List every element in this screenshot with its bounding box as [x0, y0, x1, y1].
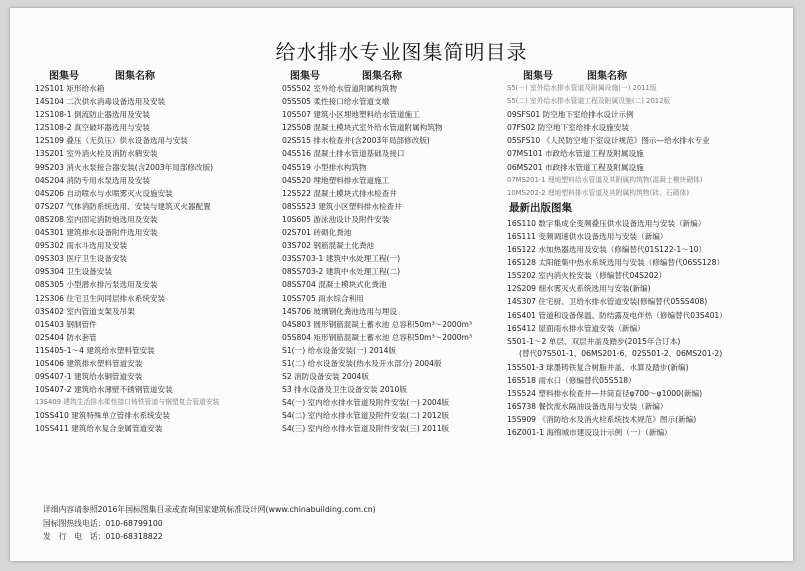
list-item: 04S520 埋地塑料排水管道施工: [282, 175, 390, 185]
list-item: 06MS201 市政排水管道工程及附属设施: [507, 162, 644, 172]
footer-hotline: 国标图热线电话：010-68799100: [43, 518, 163, 528]
list-item: 07FS02 防空地下室给排水设施安装: [507, 123, 629, 133]
list-item: 04S519 小型排水构筑物: [282, 162, 367, 172]
list-item: 10S406 建筑排水塑料管道安装: [35, 358, 143, 368]
list-item: 09S304 卫生设备安装: [35, 267, 112, 277]
list-item: S5(二) 室外给水排水管道工程及附属设施(二) 2012版: [507, 97, 671, 106]
list-item: 02S404 防水套管: [35, 332, 97, 342]
list-item: S4(一) 室内给水排水管道及附件安装(一) 2004版: [282, 398, 450, 408]
list-item: 12S508 混凝土模块式室外给水管道附属构筑物: [282, 123, 443, 133]
page-title: 给水排水专业图集简明目录: [275, 40, 528, 64]
list-item: 10S407-2 建筑给水薄壁不锈钢管道安装: [35, 385, 173, 395]
list-item: 05S505 柔性接口给水管道支墩: [282, 97, 390, 107]
list-item: 04S301 建筑排水设备附件选用安装: [35, 228, 158, 238]
list-item: S4(二) 室内给水排水管道及附件安装(二) 2012版: [282, 411, 450, 421]
list-item: 15S909 《消防给水及消火栓系统技术规范》图示(新编): [507, 415, 697, 425]
list-item: 10SS411 建筑给水复合金属管道安装: [35, 424, 163, 434]
list-item: 12S109 叠压（无负压）供水设备选用与安装: [35, 136, 188, 146]
list-item: 16S518 雨水口（修编替代05S518）: [507, 375, 636, 385]
list-item: 16S412 屋面雨水排水管道安装（新编）: [507, 323, 645, 333]
list-item: 08SS703-2 建筑中水处理工程(二): [282, 267, 401, 277]
header-atlas-name: 图集名称: [115, 71, 155, 82]
list-item: 04S206 自动喷水与水喷雾灭火设施安装: [35, 188, 173, 198]
list-item: 12S101 矩形给水箱: [35, 84, 105, 93]
atlas-list: [35, 82, 275, 436]
list-item: 04S803 圆形钢筋混凝土蓄水池 总容积50m³～2000m³: [282, 319, 472, 329]
list-item: 12S108-2 真空破坏器选用与安装: [35, 123, 150, 133]
list-item: 14S104 二次供水消毒设备选用及安装: [35, 97, 166, 107]
list-item: 10S507 建筑小区埋地塑料给水管道施工: [282, 110, 420, 120]
header-atlas-name: 图集名称: [587, 71, 627, 82]
column-1: [35, 67, 275, 436]
header-atlas-number: 图集号: [523, 71, 553, 82]
list-item: 07MS201-1 埋地塑料给水管道及其附属构筑物(混凝土模块砌体): [507, 175, 703, 184]
list-item: 04S204 消防专用水泵选用及安装: [35, 175, 150, 185]
list-item: 03SS703-1 建筑中水处理工程(一): [282, 254, 401, 264]
list-item: 13S409 建筑生活排水柔性接口铸铁管道与钢塑复合管道安装: [35, 398, 220, 407]
list-item: 09S407-1 建筑给水铜管道安装: [35, 372, 143, 382]
list-item: S3 排水设备及卫生设备安装 2010版: [282, 385, 407, 395]
new-atlas-list-multiline: [507, 335, 782, 361]
list-item: 12S209 细水雾灭火系统选用与安装(新编): [507, 284, 651, 294]
list-item: 10SS410 建筑特殊单立管排水系统安装: [35, 411, 170, 421]
new-atlas-list: [507, 217, 782, 335]
list-item: 10S605 游泳池设计及附件安装: [282, 214, 390, 224]
list-item: 04S516 混凝土排水管道基础及接口: [282, 149, 405, 159]
list-item: 16S738 餐饮废水隔油设备选用与安装（新编）: [507, 401, 668, 411]
list-item: 02S701 砖砌化粪池: [282, 228, 352, 238]
list-item: S5(一) 室外给水排水管道及附属设施(一) 2011版: [507, 84, 657, 92]
list-item: 10SS705 雨水综合利用: [282, 293, 364, 303]
list-item: 16S111 变频调速供水设备选用与安装（新编）: [507, 231, 668, 241]
list-item: 11S405-1～4 建筑给水塑料管安装: [35, 345, 155, 355]
header-atlas-name: 图集名称: [362, 71, 402, 82]
list-item-line: S501-1～2 单层、双层井盖及踏步(2015年合订本): [507, 336, 681, 346]
new-releases-heading: 最新出版图集: [509, 201, 572, 214]
header-atlas-number: 图集号: [49, 71, 79, 82]
footer: [43, 503, 376, 544]
list-item: S4(三) 室内给水排水管道及附件安装(三) 2011版: [282, 424, 450, 434]
list-item: 02S515 排水检查井(含2003年局部修改版): [282, 136, 430, 146]
list-item: S1(一) 给水设备安装(一) 2014版: [282, 345, 396, 355]
column-2: [282, 67, 517, 436]
list-item: 16S110 数字集成全变频叠压供水设备选用与安装（新编）: [507, 218, 706, 228]
column-header: [507, 67, 782, 82]
list-item: 15S524 塑料排水检查井—井筒直径φ700～φ1000(新编): [507, 388, 703, 398]
list-item: 05S502 室外给水管道附属构筑物: [282, 84, 397, 93]
column-header: [282, 67, 517, 82]
list-item: 07S207 气体消防系统选用、安装与建筑灭火器配置: [35, 201, 211, 211]
list-item: 03S402 室内管道支架及吊架: [35, 306, 135, 316]
list-item: 16Z001-1 海绵城市建设设计示例（一）（新编）: [507, 428, 672, 438]
list-item: 10MS202-2 埋地塑料排水管道及其附属构筑物(砖、石砌体): [507, 188, 689, 197]
list-item: 16S128 太阳能集中热水系统选用与安装（修编替代06SS128）: [507, 258, 725, 268]
list-item: 03S702 钢筋混凝土化粪池: [282, 241, 375, 251]
list-item: 12S306 住宅卫生间同层排水系统安装: [35, 293, 166, 303]
list-item: 12S522 混凝土模块式排水检查井: [282, 188, 397, 198]
list-item: 14S706 玻璃钢化粪池选用与埋设: [282, 306, 397, 316]
list-item: S2 消防设备安装 2004版: [282, 372, 369, 382]
list-item: 16S401 管道和设备保温、防结露及电伴热（修编替代03S401）: [507, 310, 727, 320]
list-item: 08S208 室内固定消防炮选用及安装: [35, 214, 158, 224]
column-3: [507, 67, 782, 439]
list-item: 12S108-1 倒流防止器选用及安装: [35, 110, 150, 120]
list-item: 14S307 住宅厨、卫给水排水管道安装(修编替代05SS408): [507, 297, 708, 307]
list-item: 08SS704 混凝土模块式化粪池: [282, 280, 387, 290]
header-atlas-number: 图集号: [290, 71, 320, 82]
list-item: S1(二) 给水设备安装(热水及开水部分) 2004版: [282, 358, 442, 368]
list-item: [507, 335, 782, 361]
list-item: 99S203 消火水泵接合器安装(含2003年局部修改版): [35, 162, 214, 172]
list-item: 16S122 水加热器选用及安装（修编替代01S122-1～10）: [507, 245, 707, 255]
catalog-page: [10, 8, 793, 561]
list-item: 09S303 医疗卫生设备安装: [35, 254, 128, 264]
list-item: 15S202 室内消火栓安装（修编替代04S202）: [507, 271, 667, 281]
list-item: 15S501-3 球墨铸铁复合树脂井盖、水算及踏步(新编): [507, 362, 689, 372]
list-item: 01S403 钢制管件: [35, 319, 97, 329]
footer-phone: 发 行 电 话：010-68318822: [43, 532, 163, 541]
list-item: 05S804 矩形钢筋混凝土蓄水池 总容积50m³～2000m³: [282, 332, 472, 342]
list-item: 08S305 小型潜水排污泵选用及安装: [35, 280, 158, 290]
list-item-subline: (替代07S501-1、06MS201-6、02S501-2、06MS201-2): [519, 348, 723, 358]
list-item: 08SS523 建筑小区塑料排水检查井: [282, 201, 402, 211]
new-atlas-list: [507, 361, 782, 440]
list-item: 13S201 室外消火栓及消防水鹤安装: [35, 149, 158, 159]
column-header: [35, 67, 275, 82]
list-item: 09SFS01 防空地下室给排水设计示例: [507, 110, 634, 120]
atlas-list: [282, 82, 517, 436]
list-item: 07MS101 市政给水管道工程及附属设施: [507, 149, 644, 159]
list-item: 09S302 雨水斗选用及安装: [35, 241, 128, 251]
footer-note: 详细内容请参照2016年国标图集目录或查询国家建筑标准设计网(www.chinabuilding.com.cn): [43, 505, 376, 514]
atlas-list: [507, 82, 782, 200]
list-item: 05SFS10 《人民防空地下室设计规范》图示—给水排水专业: [507, 136, 710, 146]
